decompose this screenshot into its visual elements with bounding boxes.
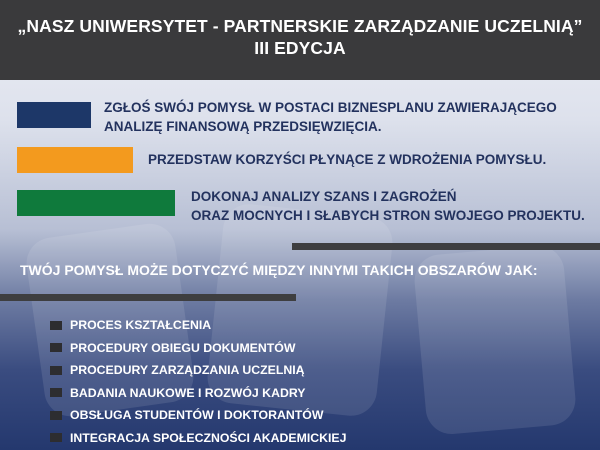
divider-line-right [292, 243, 600, 250]
header-banner [0, 0, 600, 80]
step-3-text: DOKONAJ ANALIZY SZANS I ZAGROŻEŃ ORAZ MOCNYCH I SŁABYCH STRON SWOJEGO PROJEKTU. [191, 189, 585, 223]
square-bullet-icon [50, 411, 62, 420]
square-bullet-icon [50, 321, 62, 330]
list-item: PROCES KSZTAŁCENIA [50, 314, 346, 337]
list-item: PROCEDURY ZARZĄDZANIA UCZELNIĄ [50, 359, 346, 382]
page-title: „NASZ UNIWERSYTET - PARTNERSKIE ZARZĄDZANIE UCZELNIĄ” [17, 16, 583, 36]
list-item: INTEGRACJA SPOŁECZNOŚCI AKADEMICKIEJ [50, 427, 346, 450]
areas-heading: TWÓJ POMYSŁ MOŻE DOTYCZYĆ MIĘDZY INNYMI TAKICH OBSZARÓW JAK: [20, 262, 538, 278]
list-item: OBSŁUGA STUDENTÓW I DOKTORANTÓW [50, 404, 346, 427]
divider-line-left [0, 294, 296, 301]
step-2-color-bar [17, 147, 133, 173]
square-bullet-icon [50, 388, 62, 397]
square-bullet-icon [50, 366, 62, 375]
list-item: BADANIA NAUKOWE I ROZWÓJ KADRY [50, 382, 346, 405]
square-bullet-icon [50, 343, 62, 352]
edition-label: III EDYCJA [254, 38, 346, 58]
step-1-text: ZGŁOŚ SWÓJ POMYSŁ W POSTACI BIZNESPLANU ZAWIERAJĄCEGO ANALIZĘ FINANSOWĄ PRZEDSIĘWZIĘCIA. [104, 100, 557, 134]
step-3-color-bar [17, 190, 175, 216]
list-item: PROCEDURY OBIEGU DOKUMENTÓW [50, 337, 346, 360]
areas-list [50, 314, 346, 449]
step-2-text: PRZEDSTAW KORZYŚCI PŁYNĄCE Z WDROŻENIA POMYSŁU. [148, 152, 547, 167]
square-bullet-icon [50, 433, 62, 442]
step-1-color-bar [17, 102, 91, 128]
